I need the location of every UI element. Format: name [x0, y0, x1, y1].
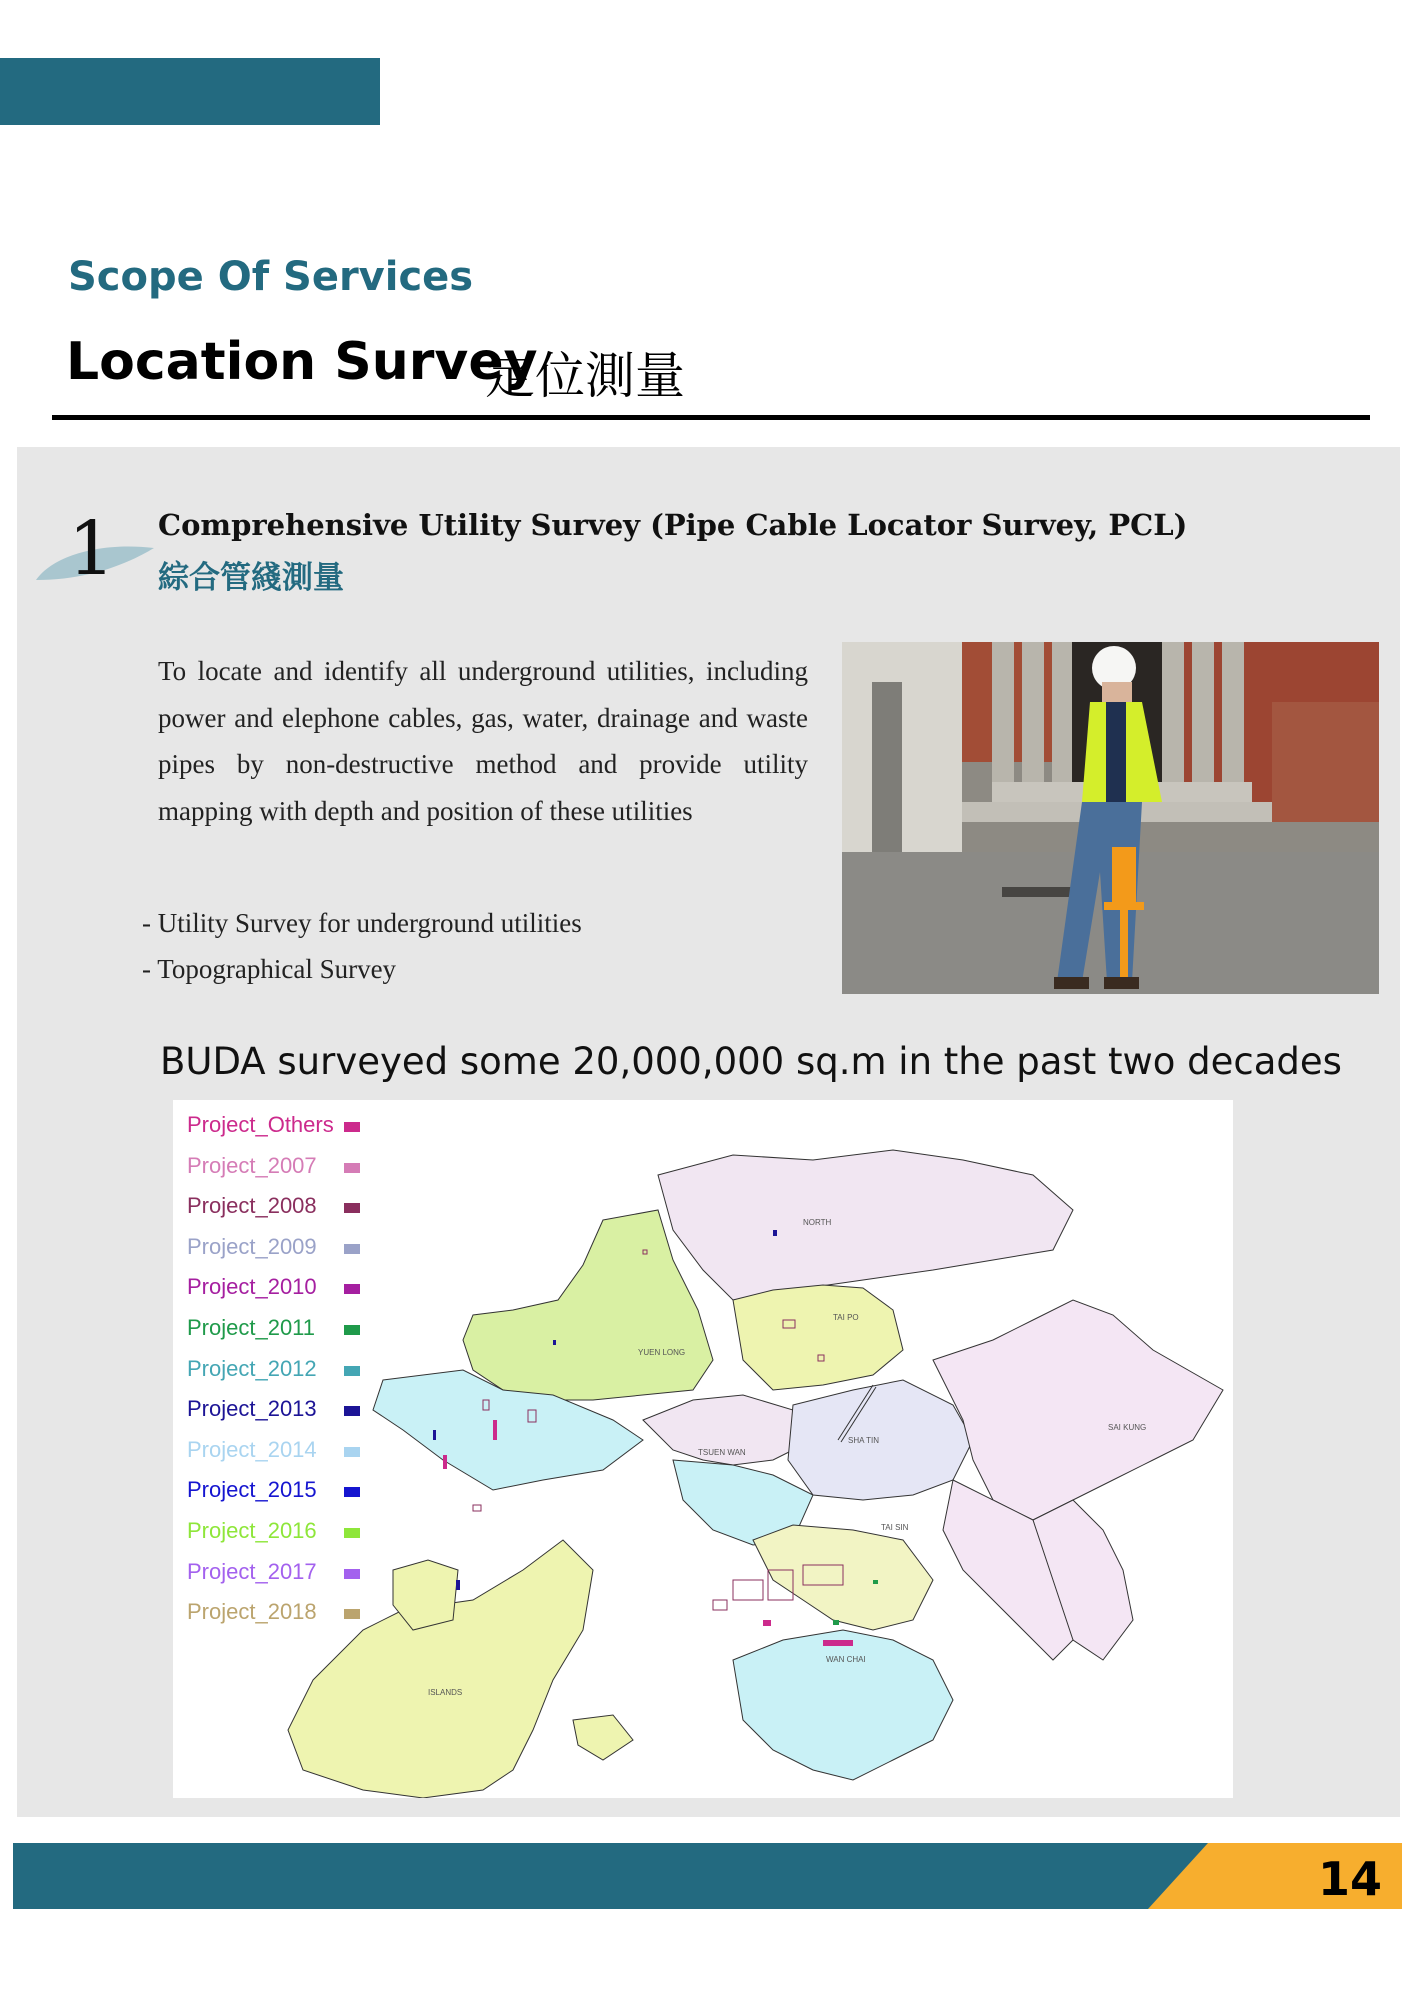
- legend-item: [187, 1516, 367, 1557]
- page-number: 14: [1317, 1852, 1382, 1906]
- region-label-tai-sin: TAI SIN: [881, 1523, 909, 1532]
- coverage-statement: BUDA surveyed some 20,000,000 sq.m in the past two decades: [160, 1040, 1342, 1083]
- legend-item: [187, 1110, 367, 1151]
- legend-item: [187, 1232, 367, 1273]
- legend-label: Project_2013: [187, 1396, 317, 1422]
- map-legend: [187, 1110, 367, 1638]
- legend-swatch-icon: [344, 1244, 360, 1254]
- top-accent-bar: [0, 58, 380, 125]
- legend-item: [187, 1435, 367, 1476]
- legend-swatch-icon: [344, 1163, 360, 1173]
- legend-item: [187, 1151, 367, 1192]
- section-kicker: Scope Of Services: [68, 254, 474, 300]
- legend-swatch-icon: [344, 1325, 360, 1335]
- region-label-islands: ISLANDS: [428, 1688, 463, 1697]
- section-description: To locate and identify all underground utilities, including power and elephone cables, gas, water, drainage and waste pipes by non-destructive method and provide utility mapping with depth and position of these utilities: [158, 656, 808, 826]
- title-divider: [52, 415, 1370, 420]
- region-label-sha-tin: SHA TIN: [848, 1436, 879, 1445]
- legend-label: Project_2018: [187, 1599, 317, 1625]
- region-label-north: NORTH: [803, 1218, 832, 1227]
- service-list: [142, 900, 582, 992]
- legend-swatch-icon: [344, 1122, 360, 1132]
- section-title-chinese: 綜合管綫測量: [158, 560, 344, 596]
- legend-item: [187, 1557, 367, 1598]
- region-label-wan-chai: WAN CHAI: [826, 1655, 866, 1664]
- page-title: Location Survey: [66, 332, 538, 392]
- legend-swatch-icon: [344, 1569, 360, 1579]
- service-list-item: - Topographical Survey: [142, 946, 582, 992]
- region-label-yuen-long: YUEN LONG: [638, 1348, 686, 1357]
- legend-item: [187, 1272, 367, 1313]
- legend-label: Project_2010: [187, 1274, 317, 1300]
- legend-swatch-icon: [344, 1609, 360, 1619]
- legend-label: Project_2016: [187, 1517, 317, 1543]
- legend-label: Project_2012: [187, 1355, 317, 1381]
- region-label-tsuen-wan: TSUEN WAN: [698, 1448, 746, 1457]
- section-number: 1: [68, 506, 116, 592]
- legend-item: [187, 1394, 367, 1435]
- legend-swatch-icon: [344, 1528, 360, 1538]
- legend-swatch-icon: [344, 1487, 360, 1497]
- legend-label: Project_2011: [187, 1314, 316, 1340]
- footer-bar: [13, 1843, 1208, 1909]
- legend-item: [187, 1191, 367, 1232]
- legend-swatch-icon: [344, 1203, 360, 1213]
- legend-item: [187, 1475, 367, 1516]
- legend-label: Project_2014: [187, 1436, 317, 1462]
- legend-swatch-icon: [344, 1447, 360, 1457]
- service-list-item: - Utility Survey for underground utilities: [142, 900, 582, 946]
- legend-item: [187, 1597, 367, 1638]
- legend-label: Project_2015: [187, 1477, 317, 1503]
- legend-label: Project_Others: [187, 1112, 334, 1137]
- legend-item: [187, 1354, 367, 1395]
- legend-swatch-icon: [344, 1406, 360, 1416]
- section-title: Comprehensive Utility Survey (Pipe Cable Locator Survey, PCL): [158, 508, 1188, 542]
- legend-swatch-icon: [344, 1284, 360, 1294]
- legend-swatch-icon: [344, 1366, 360, 1376]
- region-label-tai-po: TAI PO: [833, 1313, 859, 1322]
- legend-item: [187, 1313, 367, 1354]
- page-title-chinese: 定位測量: [485, 347, 685, 405]
- legend-label: Project_2007: [187, 1152, 317, 1178]
- surveyor-photo: [842, 642, 1379, 994]
- region-label-sai-kung: SAI KUNG: [1108, 1423, 1147, 1432]
- legend-label: Project_2008: [187, 1193, 317, 1219]
- legend-label: Project_2017: [187, 1558, 317, 1584]
- legend-label: Project_2009: [187, 1233, 317, 1259]
